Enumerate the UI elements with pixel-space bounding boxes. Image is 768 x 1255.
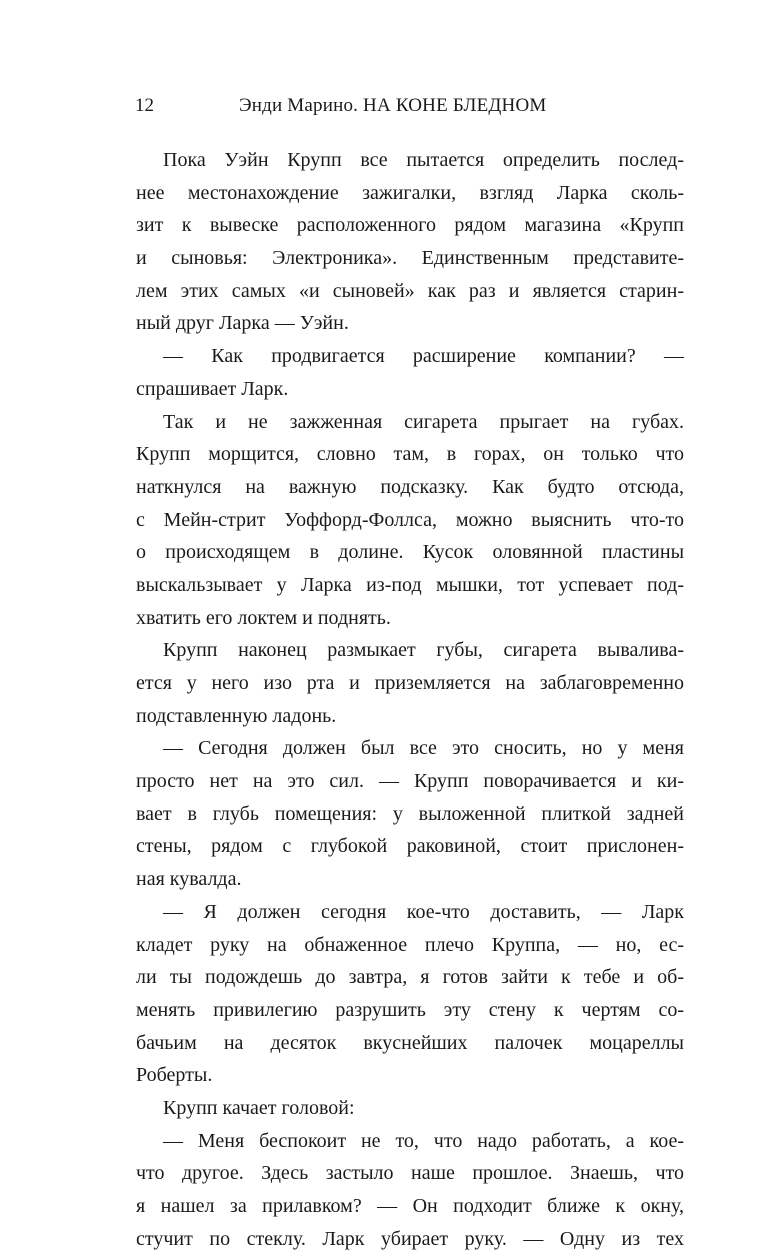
- text-line: я нашел за прилавком? — Он подходит ближе к окну,: [136, 1195, 684, 1217]
- text-line: что другое. Здесь застыло наше прошлое. Знаешь, что: [136, 1162, 684, 1185]
- text-line: выскальзывает у Ларка из-под мышки, тот успевает под-: [136, 573, 684, 596]
- text-line: нее местонахождение зажигалки, взгляд Ларка сколь-: [136, 181, 684, 204]
- text-line: Пока Уэйн Крупп все пытается определить послед-: [163, 149, 684, 171]
- text-line: Крупп морщится, словно там, в горах, он только что: [136, 443, 684, 466]
- page-header: [135, 91, 685, 121]
- text-line: бачьим на десяток вкуснейших палочек моцареллы: [136, 1031, 684, 1054]
- text-line: наткнулся на важную подсказку. Как будто отсюда,: [136, 475, 684, 498]
- text-line: ная кувалда.: [136, 868, 242, 891]
- text-line: ется у него изо рта и приземляется на заблаговременно: [136, 672, 684, 694]
- text-line: Роберты.: [136, 1064, 213, 1087]
- text-line: ный друг Ларка — Уэйн.: [136, 312, 349, 335]
- page-number: 12: [135, 95, 154, 116]
- text-line: с Мейн-стрит Уоффорд-Фоллса, можно выяснить что-то: [136, 508, 684, 531]
- text-line: просто нет на это сил. — Крупп поворачивается и ки-: [136, 770, 684, 793]
- text-line: кладет руку на обнаженное плечо Круппа, — но, ес-: [136, 933, 684, 956]
- text-line: Крупп качает головой:: [163, 1096, 355, 1119]
- text-line: Так и не зажженная сигарета прыгает на губах.: [163, 410, 684, 433]
- text-line: менять привилегию разрушить эту стену к чертям со-: [136, 998, 684, 1021]
- text-line: стучит по стеклу. Ларк убирает руку. — Одну из тех: [136, 1227, 684, 1250]
- running-title: Энди Марино. НА КОНЕ БЛЕДНОМ: [239, 95, 547, 116]
- text-line: и сыновья: Электроника». Единственным представите-: [136, 247, 684, 270]
- text-line: подставленную ладонь.: [136, 704, 337, 727]
- body-text: [136, 144, 684, 1255]
- text-line: Крупп наконец размыкает губы, сигарета вывалива-: [163, 639, 684, 662]
- text-line: — Как продвигается расширение компании? —: [163, 345, 684, 368]
- text-line: — Меня беспокоит не то, что надо работать, а кое-: [163, 1129, 684, 1152]
- text-line: зит к вывеске расположенного рядом магазина «Крупп: [136, 214, 684, 237]
- text-line: ли ты подождешь до завтра, я готов зайти к тебе и об-: [136, 966, 684, 989]
- text-line: хватить его локтем и поднять.: [136, 606, 391, 629]
- text-line: стены, рядом с глубокой раковиной, стоит прислонен-: [136, 835, 684, 858]
- text-line: вает в глубь помещения: у выложенной плиткой задней: [136, 802, 684, 825]
- text-line: лем этих самых «и сыновей» как раз и является старин-: [136, 279, 684, 302]
- text-line: — Сегодня должен был все это сносить, но у меня: [163, 737, 684, 760]
- text-line: о происходящем в долине. Кусок оловянной пластины: [136, 541, 684, 564]
- text-line: спрашивает Ларк.: [136, 377, 289, 400]
- text-line: — Я должен сегодня кое-что доставить, — Ларк: [163, 900, 684, 923]
